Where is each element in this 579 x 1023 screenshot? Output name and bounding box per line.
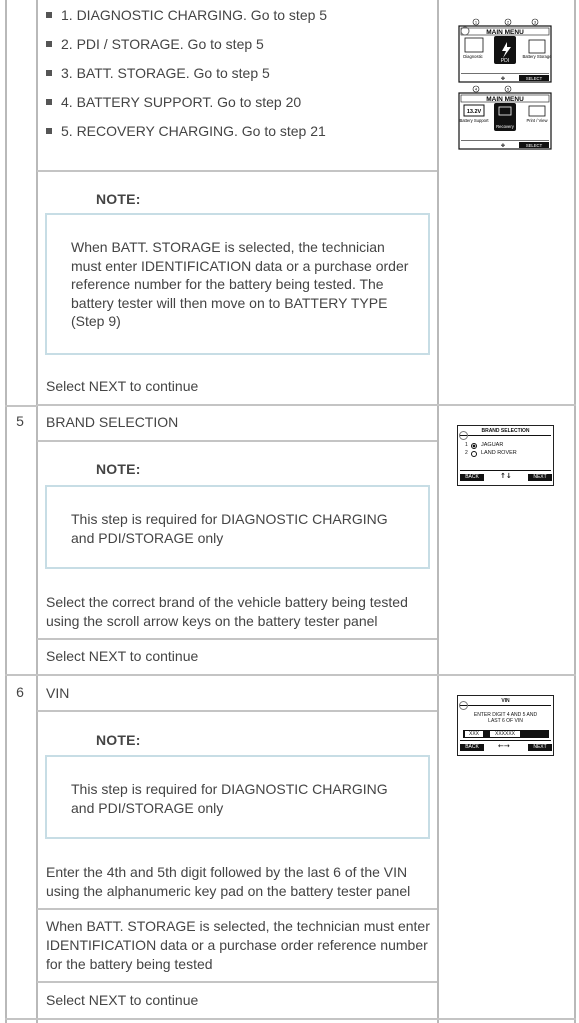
- svg-text:Battery Support: Battery Support: [459, 118, 489, 123]
- svg-text:✥: ✥: [500, 143, 506, 149]
- svg-text:Diagnostic: Diagnostic: [463, 54, 483, 59]
- step-number: 5: [16, 413, 24, 429]
- svg-text:5: 5: [506, 86, 510, 92]
- screen-next-button: NEXT: [528, 474, 552, 481]
- screen-next-button: NEXT: [528, 744, 552, 751]
- cursor-arrows-icon: ←→: [498, 742, 510, 750]
- bullet-icon: [46, 41, 52, 47]
- list-item: [46, 121, 326, 141]
- bullet-icon: [46, 99, 52, 105]
- list-item: [46, 34, 264, 54]
- screen-back-button: BACK: [460, 744, 484, 751]
- continue-instruction: Select NEXT to continue: [46, 648, 199, 664]
- list-item: [46, 63, 270, 83]
- radio-empty-icon: [471, 451, 477, 457]
- callout-icon: [459, 431, 468, 440]
- step-column-divider: [36, 0, 38, 1023]
- svg-text:MAIN MENU: MAIN MENU: [486, 29, 524, 36]
- vin-prompt-line: LAST 6 OF VIN: [488, 718, 523, 724]
- brand-option: JAGUAR: [481, 442, 504, 448]
- step-number: 6: [16, 684, 24, 700]
- note-box: [45, 485, 430, 569]
- note-text: When BATT. STORAGE is selected, the technician must enter IDENTIFICATION data or a purchase order reference number for the battery being tested. The battery tester will then move on to BATTERY TYPE (Step 9): [71, 239, 409, 329]
- main-menu-screen-image: [457, 18, 553, 150]
- list-item-text: 1. DIAGNOSTIC CHARGING. Go to step 5: [61, 7, 328, 23]
- row-divider: [37, 638, 437, 640]
- vin-screen-image: [457, 695, 554, 756]
- step-title: BRAND SELECTION: [46, 414, 179, 430]
- svg-text:1: 1: [474, 19, 478, 25]
- svg-text:Battery Storage: Battery Storage: [522, 54, 552, 59]
- svg-text:Print / View: Print / View: [526, 118, 548, 123]
- svg-text:SELECT: SELECT: [525, 142, 543, 148]
- bullet-icon: [46, 12, 52, 18]
- note-text: This step is required for DIAGNOSTIC CHARGING and PDI/STORAGE only: [71, 511, 388, 546]
- row-divider: [5, 674, 576, 676]
- list-item-text: 5. RECOVERY CHARGING. Go to step 21: [61, 123, 326, 139]
- row-divider: [37, 908, 437, 910]
- screen-header: [460, 428, 551, 436]
- step-instruction: Select the correct brand of the vehicle battery being tested using the scroll arrow keys on the battery tester panel: [46, 594, 408, 629]
- note-box: [45, 213, 430, 355]
- note-label: NOTE:: [96, 732, 141, 748]
- identification-instruction: When BATT. STORAGE is selected, the technician must enter IDENTIFICATION data or a purchase order reference number for the battery being tested: [46, 918, 430, 972]
- bullet-icon: [46, 128, 52, 134]
- svg-text:PDI: PDI: [500, 58, 510, 64]
- svg-text:SELECT: SELECT: [525, 75, 543, 81]
- table-right-border: [574, 0, 576, 1023]
- screen-divider: [460, 740, 551, 741]
- svg-text:✥: ✥: [500, 76, 506, 82]
- screen-title: VIN: [501, 698, 510, 704]
- step-instruction: Enter the 4th and 5th digit followed by the last 6 of the VIN using the alphanumeric key pad on the battery tester panel: [46, 864, 411, 899]
- option-number: 1: [465, 442, 468, 448]
- main-menu-screen-icon: [457, 18, 553, 150]
- row-divider: [37, 440, 437, 442]
- screen-divider: [460, 470, 551, 471]
- svg-text:4: 4: [474, 86, 478, 92]
- note-label: NOTE:: [96, 191, 141, 207]
- row-divider: [37, 981, 437, 983]
- row-divider: [5, 405, 37, 407]
- bullet-icon: [46, 70, 52, 76]
- row-divider: [5, 1018, 576, 1020]
- screen-back-button: BACK: [460, 474, 484, 481]
- step-title: VIN: [46, 685, 70, 701]
- screen-header: [460, 698, 551, 706]
- radio-selected-icon: [471, 443, 477, 449]
- image-column-divider: [437, 0, 439, 1023]
- scroll-arrows-icon: ↑↓: [500, 472, 512, 480]
- list-item: [46, 92, 301, 112]
- vin-field-last6: XXXXXX: [490, 731, 520, 737]
- note-box: [45, 755, 430, 839]
- list-item-text: 4. BATTERY SUPPORT. Go to step 20: [61, 94, 302, 110]
- note-text: This step is required for DIAGNOSTIC CHARGING and PDI/STORAGE only: [71, 781, 388, 816]
- list-item-text: 3. BATT. STORAGE. Go to step 5: [61, 65, 270, 81]
- row-divider: [37, 170, 437, 172]
- option-number: 2: [465, 450, 468, 456]
- brand-option: LAND ROVER: [481, 450, 517, 456]
- svg-text:13.2V: 13.2V: [466, 109, 482, 115]
- note-label: NOTE:: [96, 461, 141, 477]
- table-left-border: [5, 0, 7, 1023]
- brand-selection-screen-image: [457, 425, 554, 486]
- svg-text:2: 2: [506, 19, 510, 25]
- continue-instruction: Select NEXT to continue: [46, 378, 199, 394]
- vin-field-digits: XXX: [465, 731, 483, 737]
- screen-title: BRAND SELECTION: [481, 428, 530, 434]
- row-divider: [37, 404, 576, 406]
- svg-text:3: 3: [533, 19, 537, 25]
- continue-instruction: Select NEXT to continue: [46, 992, 199, 1008]
- vin-prompt-line: ENTER DIGIT 4 AND 5 AND: [473, 712, 538, 718]
- list-item: [46, 5, 327, 25]
- svg-text:MAIN MENU: MAIN MENU: [486, 96, 524, 103]
- row-divider: [37, 710, 437, 712]
- callout-icon: [459, 701, 468, 710]
- svg-text:Recovery: Recovery: [496, 124, 514, 129]
- list-item-text: 2. PDI / STORAGE. Go to step 5: [61, 36, 264, 52]
